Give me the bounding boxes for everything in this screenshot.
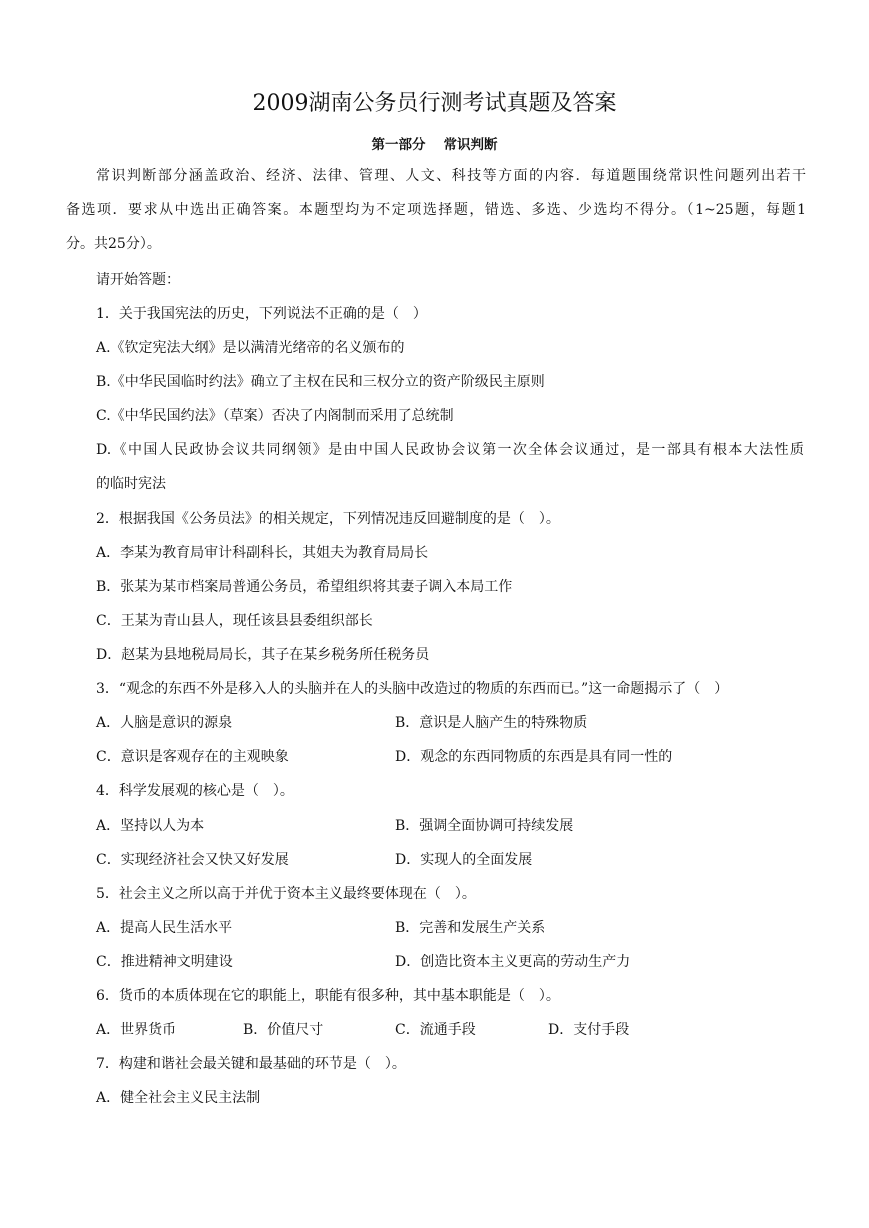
question-4-option-c: C．实现经济社会又快又好发展 bbox=[96, 852, 289, 868]
question-4-option-d: D．实现人的全面发展 bbox=[395, 852, 533, 868]
section-heading bbox=[0, 133, 869, 153]
question-5-stem: 5．社会主义之所以高于并优于资本主义最终要体现在（ ）。 bbox=[96, 886, 476, 902]
question-1-option-d: D.《中国人民政协会议共同纲领》是由中国人民政协会议第一次全体会议通过，是一部具有根本大法性质 bbox=[96, 442, 804, 458]
question-3-option-c: C．意识是客观存在的主观映象 bbox=[96, 749, 289, 765]
document-title: 2009湖南公务员行测考试真题及答案 bbox=[252, 91, 617, 116]
question-5-option-a: A．提高人民生活水平 bbox=[96, 920, 233, 936]
question-4-option-a: A．坚持以人为本 bbox=[96, 818, 205, 834]
question-4-option-b: B．强调全面协调可持续发展 bbox=[395, 818, 574, 834]
section-part: 第一部分 bbox=[371, 137, 426, 153]
section-name: 常识判断 bbox=[443, 137, 498, 153]
intro-line-2: 备选项．要求从中选出正确答案。本题型均为不定项选择题，错选、多选、少选均不得分。（1~25题，每题1 bbox=[66, 202, 806, 218]
question-4-stem: 4．科学发展观的核心是（ ）。 bbox=[96, 783, 294, 799]
question-3-option-d: D．观念的东西同物质的东西是具有同一性的 bbox=[395, 749, 673, 765]
question-2-stem: 2．根据我国《公务员法》的相关规定，下列情况违反回避制度的是（ ）。 bbox=[96, 511, 560, 527]
question-3-stem: 3．“观念的东西不外是移入人的头脑并在人的头脑中改造过的物质的东西而已。”这一命题揭示了（ ） bbox=[96, 681, 729, 697]
question-5-option-c: C．推进精神文明建设 bbox=[96, 954, 233, 970]
question-6-option-a: A．世界货币 bbox=[96, 1022, 177, 1038]
question-5-option-d: D．创造比资本主义更高的劳动生产力 bbox=[395, 954, 631, 970]
question-6-option-b: B．价值尺寸 bbox=[243, 1022, 324, 1038]
question-3-option-b: B．意识是人脑产生的特殊物质 bbox=[395, 715, 588, 731]
question-2-option-d: D．赵某为县地税局局长，其子在某乡税务所任税务员 bbox=[96, 647, 430, 663]
question-2-option-c: C．王某为青山县人，现任该县县委组织部长 bbox=[96, 613, 373, 629]
question-1-option-d-cont: 的临时宪法 bbox=[96, 476, 166, 492]
start-instruction: 请开始答题： bbox=[96, 272, 180, 288]
question-2-option-b: B．张某为某市档案局普通公务员，希望组织将其妻子调入本局工作 bbox=[96, 579, 513, 595]
question-1-stem: 1．关于我国宪法的历史，下列说法不正确的是（ ） bbox=[96, 306, 427, 322]
question-7-option-a: A．健全社会主义民主法制 bbox=[96, 1090, 261, 1106]
question-1-option-a: A.《钦定宪法大纲》是以满清光绪帝的名义颁布的 bbox=[96, 340, 405, 356]
question-6-option-d: D．支付手段 bbox=[548, 1022, 630, 1038]
question-3-option-a: A．人脑是意识的源泉 bbox=[96, 715, 233, 731]
intro-line-3: 分。共25分）。 bbox=[66, 236, 161, 252]
question-7-stem: 7．构建和谐社会最关键和最基础的环节是（ ）。 bbox=[96, 1056, 406, 1072]
intro-line-1: 常识判断部分涵盖政治、经济、法律、管理、人文、科技等方面的内容．每道题围绕常识性问题列出若干 bbox=[96, 168, 806, 184]
question-1-option-b: B.《中华民国临时约法》确立了主权在民和三权分立的资产阶级民主原则 bbox=[96, 374, 545, 390]
question-6-option-c: C．流通手段 bbox=[395, 1022, 476, 1038]
question-1-option-c: C.《中华民国约法》（草案）否决了内阁制而采用了总统制 bbox=[96, 408, 454, 424]
question-6-stem: 6．货币的本质体现在它的职能上，职能有很多种，其中基本职能是（ ）。 bbox=[96, 988, 560, 1004]
question-2-option-a: A．李某为教育局审计科副科长，其姐夫为教育局局长 bbox=[96, 545, 429, 561]
question-5-option-b: B．完善和发展生产关系 bbox=[395, 920, 546, 936]
